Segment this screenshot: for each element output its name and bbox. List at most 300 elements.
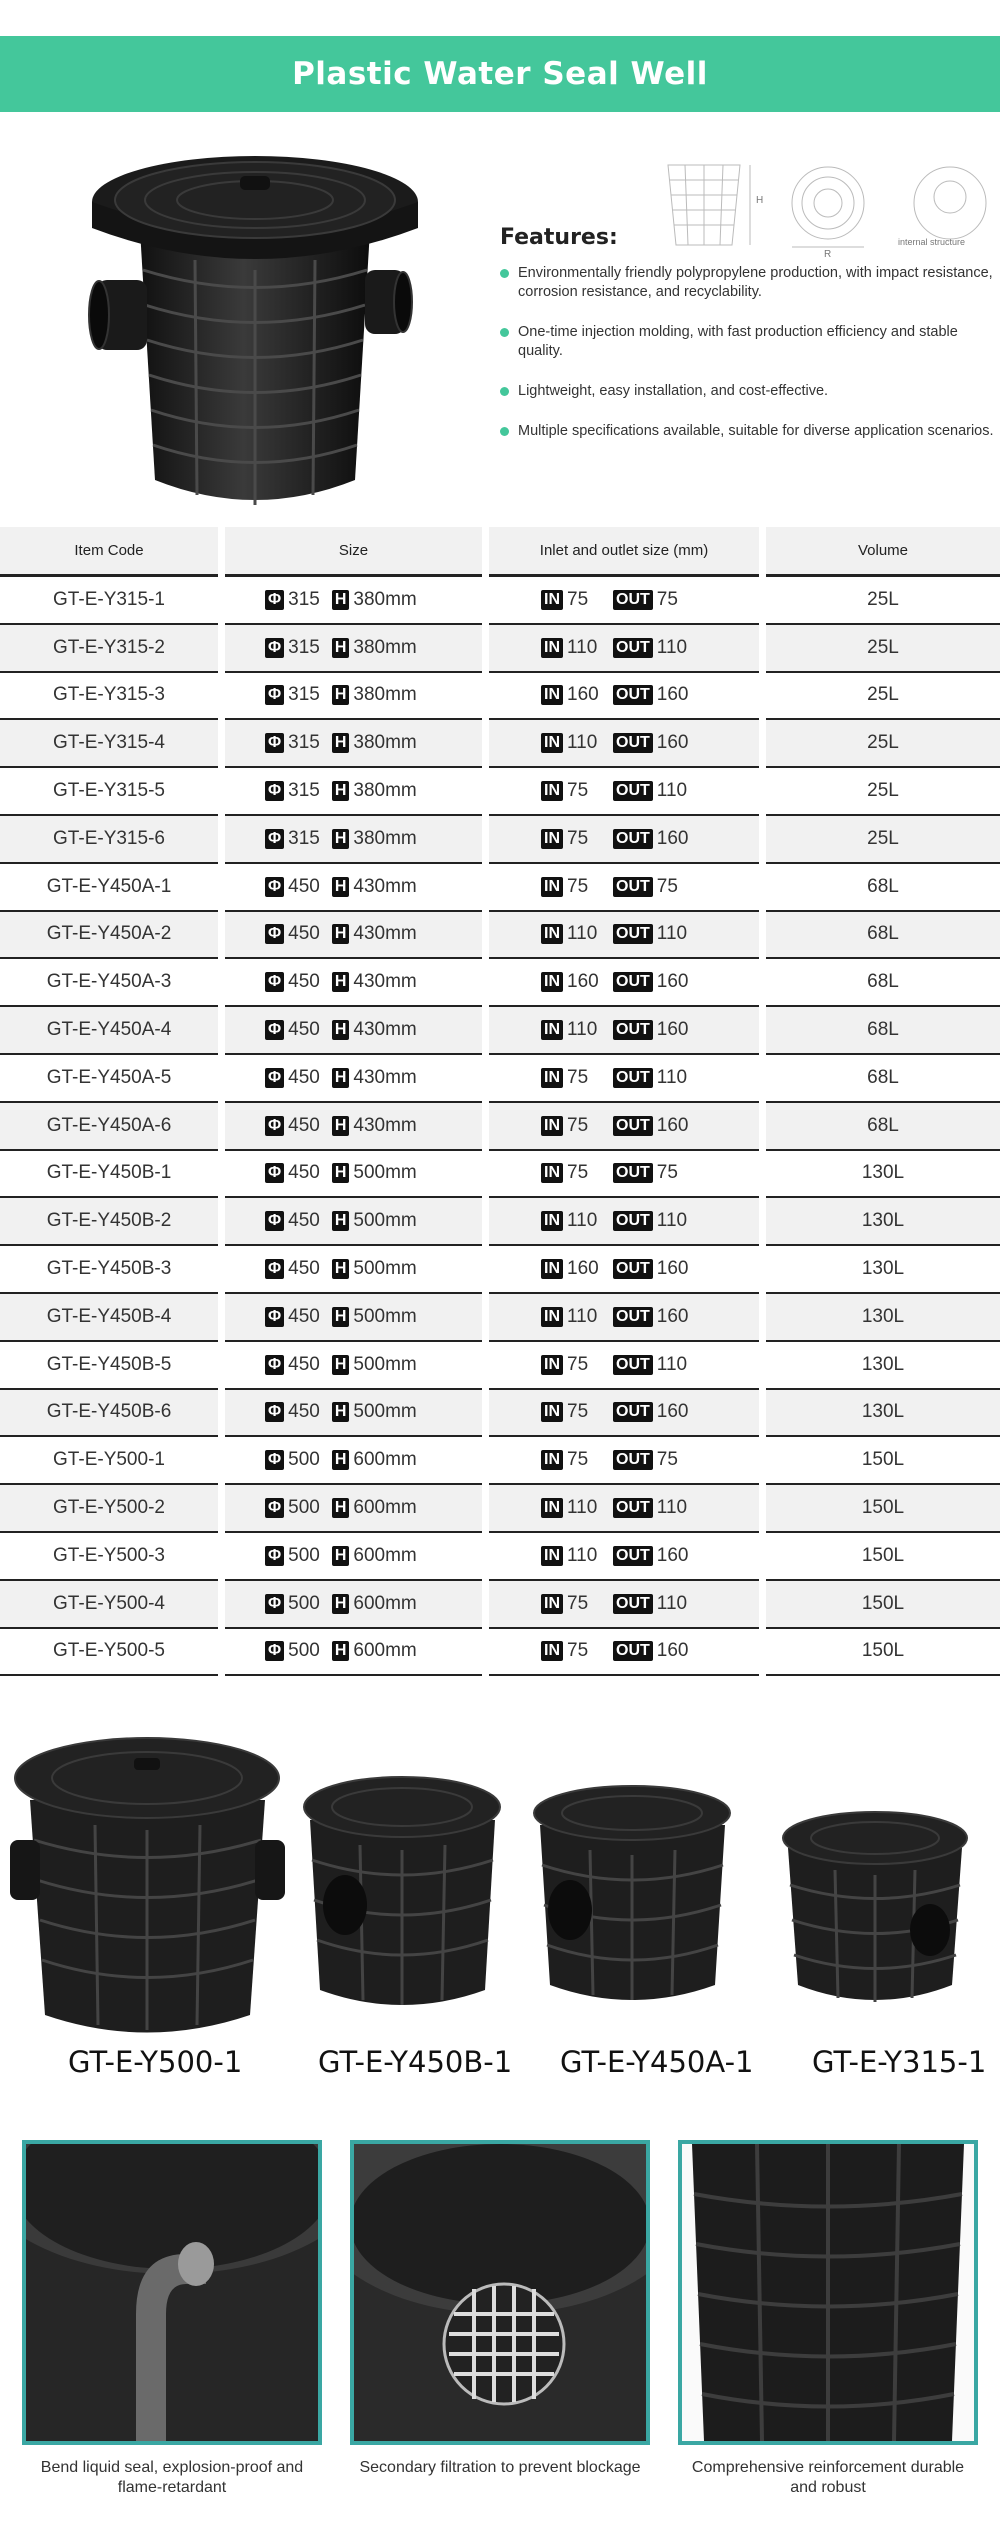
diameter-value: 315 [288,636,320,658]
phi-tag: Φ [265,1211,284,1231]
volume-cell: 130L [766,1246,1000,1294]
diameter-value: 450 [288,1258,320,1280]
outlet-value: 110 [656,1353,688,1375]
inlet-value: 110 [567,732,598,754]
inlet-outlet-cell [489,1533,759,1581]
table-row [0,1629,1000,1677]
inlet-value: 75 [567,588,589,610]
diameter-value: 500 [288,1497,320,1519]
phi-tag: Φ [265,1163,284,1183]
height-value: 600mm [353,1449,417,1471]
phi-tag: Φ [265,972,284,992]
height-value: 600mm [353,1497,417,1519]
out-tag: OUT [613,1402,653,1422]
phi-tag: Φ [265,638,284,658]
out-tag: OUT [613,1307,653,1327]
table-row [0,625,1000,673]
volume-cell: 25L [766,816,1000,864]
inlet-outlet-cell [489,959,759,1007]
item-code-cell: GT-E-Y315-2 [0,625,218,673]
inlet-value: 75 [567,1114,589,1136]
height-value: 380mm [353,827,417,849]
outlet-value: 160 [656,1640,689,1662]
inlet-outlet-cell [489,577,759,625]
item-code-cell: GT-E-Y450A-4 [0,1007,218,1055]
diameter-value: 450 [288,1114,320,1136]
table-row [0,673,1000,721]
out-tag: OUT [613,877,653,897]
inlet-value: 110 [567,923,598,945]
size-cell [225,1198,482,1246]
size-cell [225,1581,482,1629]
in-tag: IN [541,1594,563,1614]
height-value: 430mm [353,1066,417,1088]
inlet-value: 75 [567,1640,589,1662]
in-tag: IN [541,1116,563,1136]
h-tag: H [332,733,350,753]
feature-item: Environmentally friendly polypropylene production, with impact resistance, corrosion resistance, and recyclability. [500,264,995,302]
volume-cell: 68L [766,864,1000,912]
product-label: GT-E-Y315-1 [812,2045,987,2079]
detail-caption: Secondary filtration to prevent blockage [359,2459,641,2476]
table-row [0,1390,1000,1438]
volume-cell: 130L [766,1151,1000,1199]
size-cell [225,959,482,1007]
table-row [0,959,1000,1007]
outlet-value: 110 [656,923,688,945]
header-volume: Volume [766,527,1000,577]
out-tag: OUT [613,1546,653,1566]
phi-tag: Φ [265,1116,284,1136]
diameter-value: 500 [288,1449,320,1471]
inlet-value: 75 [567,875,589,897]
out-tag: OUT [613,733,653,753]
detail-caption: Bend liquid seal, explosion-proof and flame-retardant [40,2459,304,2496]
volume-cell: 130L [766,1198,1000,1246]
table-row [0,1246,1000,1294]
outlet-value: 75 [656,1162,678,1184]
out-tag: OUT [613,1211,653,1231]
phi-tag: Φ [265,877,284,897]
table-row [0,768,1000,816]
height-value: 500mm [353,1162,417,1184]
product-lineup [0,1720,1000,2100]
outlet-value: 110 [656,1497,688,1519]
item-code-cell: GT-E-Y500-5 [0,1629,218,1677]
phi-tag: Φ [265,1498,284,1518]
phi-tag: Φ [265,1259,284,1279]
detail-section [0,2140,1000,2529]
outlet-value: 160 [656,827,689,849]
item-code-cell: GT-E-Y450B-3 [0,1246,218,1294]
h-tag: H [332,877,350,897]
table-row [0,1437,1000,1485]
inlet-outlet-cell [489,912,759,960]
volume-cell: 25L [766,673,1000,721]
h-tag: H [332,1355,350,1375]
header-item-code: Item Code [0,527,218,577]
hero-product-image [85,140,425,520]
inlet-value: 110 [567,636,598,658]
table-row [0,1055,1000,1103]
phi-tag: Φ [265,685,284,705]
in-tag: IN [541,1402,563,1422]
inlet-value: 110 [567,1544,598,1566]
product-image-y315 [780,1810,970,2010]
volume-cell: 150L [766,1485,1000,1533]
phi-tag: Φ [265,1355,284,1375]
inlet-value: 110 [567,1305,598,1327]
size-cell [225,673,482,721]
features-section [500,225,995,462]
inlet-outlet-cell [489,1007,759,1055]
height-value: 380mm [353,780,417,802]
h-tag: H [332,1546,350,1566]
outlet-value: 160 [656,1305,689,1327]
volume-cell: 68L [766,1055,1000,1103]
diameter-value: 450 [288,1353,320,1375]
in-tag: IN [541,1163,563,1183]
table-row [0,1151,1000,1199]
volume-cell: 150L [766,1581,1000,1629]
out-tag: OUT [613,829,653,849]
item-code-cell: GT-E-Y450A-3 [0,959,218,1007]
out-tag: OUT [613,590,653,610]
inlet-outlet-cell [489,816,759,864]
inlet-value: 160 [567,1258,599,1280]
product-image-y500 [10,1730,285,2040]
volume-cell: 150L [766,1629,1000,1677]
phi-tag: Φ [265,1402,284,1422]
h-tag: H [332,1641,350,1661]
phi-tag: Φ [265,1068,284,1088]
outlet-value: 160 [656,971,689,993]
detail-card-filtration [350,2140,650,2445]
outlet-value: 75 [656,875,678,897]
height-value: 430mm [353,1114,417,1136]
h-tag: H [332,972,350,992]
h-tag: H [332,1498,350,1518]
h-tag: H [332,685,350,705]
h-tag: H [332,781,350,801]
inlet-outlet-cell [489,864,759,912]
item-code-cell: GT-E-Y450B-4 [0,1294,218,1342]
outlet-value: 160 [656,684,689,706]
outlet-value: 75 [656,1449,678,1471]
diameter-value: 450 [288,923,320,945]
height-value: 500mm [353,1305,417,1327]
height-value: 380mm [353,732,417,754]
diameter-value: 315 [288,684,320,706]
in-tag: IN [541,829,563,849]
outlet-value: 110 [656,1592,688,1614]
volume-cell: 150L [766,1437,1000,1485]
in-tag: IN [541,1450,563,1470]
inlet-outlet-cell [489,1581,759,1629]
table-row [0,720,1000,768]
height-value: 380mm [353,636,417,658]
bullet-icon [500,269,509,278]
reinforcement-photo [682,2144,974,2441]
inlet-outlet-cell [489,625,759,673]
inlet-value: 75 [567,1162,589,1184]
height-value: 500mm [353,1258,417,1280]
item-code-cell: GT-E-Y450B-1 [0,1151,218,1199]
h-tag: H [332,1307,350,1327]
outlet-value: 160 [656,1258,689,1280]
detail-card-reinforcement [678,2140,978,2445]
diameter-value: 500 [288,1544,320,1566]
table-row [0,1581,1000,1629]
item-code-cell: GT-E-Y450A-6 [0,1103,218,1151]
inlet-value: 75 [567,1401,589,1423]
out-tag: OUT [613,1259,653,1279]
height-value: 380mm [353,588,417,610]
volume-cell: 68L [766,912,1000,960]
phi-tag: Φ [265,1641,284,1661]
item-code-cell: GT-E-Y315-3 [0,673,218,721]
table-row [0,1103,1000,1151]
phi-tag: Φ [265,924,284,944]
outlet-value: 110 [656,780,688,802]
in-tag: IN [541,1546,563,1566]
table-row [0,1007,1000,1055]
size-cell [225,1055,482,1103]
out-tag: OUT [613,1355,653,1375]
outlet-value: 75 [656,588,678,610]
inlet-outlet-cell [489,1629,759,1677]
volume-cell: 25L [766,768,1000,816]
height-value: 430mm [353,875,417,897]
in-tag: IN [541,733,563,753]
table-body [0,577,1000,1676]
out-tag: OUT [613,1020,653,1040]
phi-tag: Φ [265,829,284,849]
page-title: Plastic Water Seal Well [292,56,708,92]
volume-cell: 25L [766,625,1000,673]
table-row [0,1294,1000,1342]
out-tag: OUT [613,1116,653,1136]
volume-cell: 68L [766,1007,1000,1055]
inlet-outlet-cell [489,673,759,721]
inlet-outlet-cell [489,1198,759,1246]
volume-cell: 130L [766,1294,1000,1342]
item-code-cell: GT-E-Y315-6 [0,816,218,864]
item-code-cell: GT-E-Y450A-5 [0,1055,218,1103]
bend-pipe-photo [26,2144,318,2441]
item-code-cell: GT-E-Y500-3 [0,1533,218,1581]
in-tag: IN [541,1068,563,1088]
height-label: H [756,195,764,206]
inlet-value: 75 [567,1066,589,1088]
h-tag: H [332,1068,350,1088]
feature-item: Lightweight, easy installation, and cost-effective. [500,382,995,401]
title-banner [0,36,1000,112]
diameter-value: 450 [288,1162,320,1184]
item-code-cell: GT-E-Y450A-2 [0,912,218,960]
inlet-outlet-cell [489,1390,759,1438]
size-cell [225,1103,482,1151]
internal-structure-label: internal structure [898,237,966,247]
size-cell [225,1007,482,1055]
table-row [0,1198,1000,1246]
table-row [0,864,1000,912]
inlet-outlet-cell [489,1055,759,1103]
diameter-value: 500 [288,1640,320,1662]
bullet-icon [500,328,509,337]
in-tag: IN [541,877,563,897]
outlet-value: 110 [656,636,688,658]
out-tag: OUT [613,781,653,801]
inlet-outlet-cell [489,1151,759,1199]
filter-grid-photo [354,2144,646,2441]
product-image-y450b [300,1775,505,2015]
h-tag: H [332,1163,350,1183]
h-tag: H [332,1020,350,1040]
inlet-outlet-cell [489,1342,759,1390]
outlet-value: 160 [656,1114,689,1136]
phi-tag: Φ [265,1594,284,1614]
outlet-value: 160 [656,1019,689,1041]
volume-cell: 150L [766,1533,1000,1581]
features-list [500,264,995,441]
inlet-outlet-cell [489,1294,759,1342]
in-tag: IN [541,685,563,705]
outlet-value: 160 [656,1401,689,1423]
diameter-value: 450 [288,1401,320,1423]
phi-tag: Φ [265,781,284,801]
outlet-value: 110 [656,1210,688,1232]
size-cell [225,768,482,816]
inlet-value: 110 [567,1019,598,1041]
item-code-cell: GT-E-Y315-1 [0,577,218,625]
table-row [0,1533,1000,1581]
height-value: 600mm [353,1544,417,1566]
in-tag: IN [541,1211,563,1231]
in-tag: IN [541,590,563,610]
volume-cell: 68L [766,959,1000,1007]
out-tag: OUT [613,1450,653,1470]
item-code-cell: GT-E-Y450B-6 [0,1390,218,1438]
diameter-value: 500 [288,1592,320,1614]
table-row [0,912,1000,960]
in-tag: IN [541,1355,563,1375]
diameter-value: 315 [288,732,320,754]
in-tag: IN [541,1020,563,1040]
inlet-value: 160 [567,684,599,706]
bullet-icon [500,427,509,436]
height-value: 430mm [353,923,417,945]
phi-tag: Φ [265,1307,284,1327]
size-cell [225,1294,482,1342]
diameter-value: 450 [288,1210,320,1232]
phi-tag: Φ [265,733,284,753]
outlet-value: 160 [656,1544,689,1566]
size-cell [225,864,482,912]
diameter-value: 315 [288,780,320,802]
h-tag: H [332,1211,350,1231]
item-code-cell: GT-E-Y500-4 [0,1581,218,1629]
header-inlet-outlet: Inlet and outlet size (mm) [489,527,759,577]
in-tag: IN [541,1641,563,1661]
table-row [0,816,1000,864]
inlet-value: 75 [567,780,589,802]
in-tag: IN [541,1498,563,1518]
inlet-value: 75 [567,1353,589,1375]
size-cell [225,1533,482,1581]
product-label: GT-E-Y500-1 [68,2045,243,2079]
inlet-value: 75 [567,1592,589,1614]
out-tag: OUT [613,1163,653,1183]
in-tag: IN [541,1259,563,1279]
size-cell [225,1437,482,1485]
in-tag: IN [541,924,563,944]
diameter-value: 450 [288,1019,320,1041]
height-value: 600mm [353,1592,417,1614]
bullet-icon [500,387,509,396]
product-image-y450a [530,1785,735,2010]
size-cell [225,1629,482,1677]
inlet-value: 110 [567,1497,598,1519]
inlet-value: 75 [567,827,589,849]
out-tag: OUT [613,972,653,992]
item-code-cell: GT-E-Y315-4 [0,720,218,768]
detail-card-bend-seal [22,2140,322,2445]
diameter-value: 315 [288,588,320,610]
volume-cell: 25L [766,720,1000,768]
size-cell [225,912,482,960]
size-cell [225,625,482,673]
in-tag: IN [541,1307,563,1327]
spec-table [0,527,1000,1676]
out-tag: OUT [613,1641,653,1661]
inlet-outlet-cell [489,720,759,768]
size-cell [225,720,482,768]
phi-tag: Φ [265,1546,284,1566]
height-value: 500mm [353,1353,417,1375]
header-size: Size [225,527,482,577]
out-tag: OUT [613,685,653,705]
h-tag: H [332,590,350,610]
height-value: 430mm [353,971,417,993]
diameter-value: 450 [288,971,320,993]
size-cell [225,816,482,864]
height-value: 500mm [353,1210,417,1232]
feature-item: Multiple specifications available, suitable for diverse application scenarios. [500,422,995,441]
diameter-value: 450 [288,875,320,897]
out-tag: OUT [613,638,653,658]
table-row [0,577,1000,625]
inlet-outlet-cell [489,1485,759,1533]
h-tag: H [332,1259,350,1279]
inlet-outlet-cell [489,1437,759,1485]
features-heading: Features: [500,225,618,250]
phi-tag: Φ [265,590,284,610]
table-header [0,527,1000,577]
outlet-value: 160 [656,732,689,754]
diameter-value: 450 [288,1066,320,1088]
size-cell [225,1342,482,1390]
item-code-cell: GT-E-Y500-1 [0,1437,218,1485]
inlet-value: 160 [567,971,599,993]
h-tag: H [332,924,350,944]
height-value: 380mm [353,684,417,706]
item-code-cell: GT-E-Y450A-1 [0,864,218,912]
inlet-outlet-cell [489,1103,759,1151]
h-tag: H [332,1116,350,1136]
in-tag: IN [541,638,563,658]
volume-cell: 68L [766,1103,1000,1151]
